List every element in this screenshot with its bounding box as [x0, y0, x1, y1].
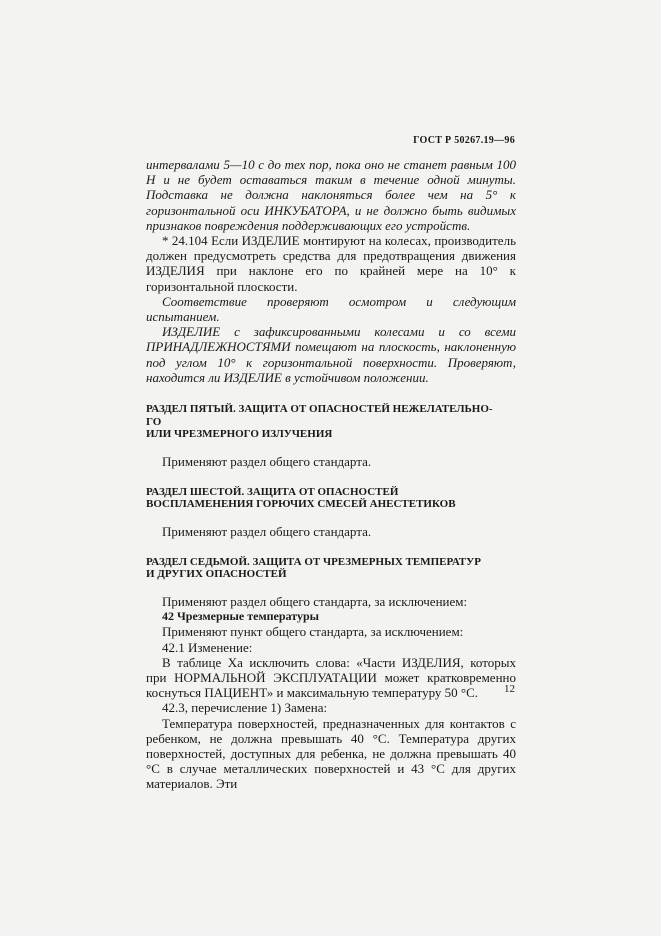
- paragraph-continuation: интервалами 5—10 с до тех пор, пока оно не станет равным 100 Н и не будет оставаться таким в течение одной минуты. Подставка не должна наклоняться более чем на 5° к горизонтальной оси ИНКУБАТОРА, и не должно быть видимых признаков повреждения поддерживающих его устройств.: [146, 157, 516, 233]
- section-7-title-line2: И ДРУГИХ ОПАСНОСТЕЙ: [146, 568, 287, 581]
- clause-42-1-text: В таблице Ха исключить слова: «Части ИЗДЕЛИЯ, которых при НОРМАЛЬНОЙ ЭКСПЛУАТАЦИИ может кратковременно коснуться ПАЦИЕНТ» и максимальную температуру 50 °С.: [146, 654, 516, 701]
- clause-42-3-text: Температура поверхностей, предназначенных для контактов с ребенком, не должна превышать 40 °С. Температура других поверхностей, доступных для ребенка, не должна превышать 40 °С в случае металлических поверхностей и 43 °С для других материалов. Эти: [146, 715, 516, 792]
- section-7-heading: [146, 556, 516, 581]
- clause-42-3: 42.3, перечисление 1) Замена:: [162, 700, 328, 716]
- section-5-title-line3: ИЛИ ЧРЕЗМЕРНОГО ИЗЛУЧЕНИЯ: [146, 428, 333, 441]
- document-body: [146, 157, 516, 792]
- paragraph-test-procedure: ИЗДЕЛИЕ с зафиксированными колесами и со всеми ПРИНАДЛЕЖНОСТЯМИ помещают на плоскость, наклоненную под углом 10° к горизонтальной поверхности. Проверяют, находится ли ИЗДЕЛИЕ в устойчивом положении.: [146, 324, 516, 385]
- section-5-heading: [146, 403, 516, 441]
- section-6-text: Применяют раздел общего стандарта.: [162, 523, 372, 539]
- clause-42-title: 42 Чрезмерные температуры: [162, 609, 320, 624]
- section-5-text: Применяют раздел общего стандарта.: [162, 453, 372, 469]
- section-5-title-line1: РАЗДЕЛ ПЯТЫЙ. ЗАЩИТА ОТ ОПАСНОСТЕЙ НЕЖЕЛАТЕЛЬНО-: [146, 403, 493, 416]
- clause-42-1: 42.1 Изменение:: [162, 639, 253, 655]
- standard-header: ГОСТ Р 50267.19—96: [413, 135, 515, 146]
- paragraph-compliance-check: Соответствие проверяют осмотром и следующим испытанием.: [146, 293, 516, 325]
- section-6-title-line2: ВОСПЛАМЕНЕНИЯ ГОРЮЧИХ СМЕСЕЙ АНЕСТЕТИКОВ: [146, 498, 456, 511]
- page-number: 12: [504, 683, 515, 695]
- section-5-title-line2: ГО: [146, 415, 162, 428]
- clause-42-text: Применяют пункт общего стандарта, за исключением:: [162, 624, 464, 640]
- paragraph-24-104: * 24.104 Если ИЗДЕЛИЕ монтируют на колесах, производитель должен предусмотреть средства для предотвращения движения ИЗДЕЛИЯ при наклоне его по крайней мере на 10° к горизонтальной плоскости.: [146, 233, 516, 294]
- section-6-title-line1: РАЗДЕЛ ШЕСТОЙ. ЗАЩИТА ОТ ОПАСНОСТЕЙ: [146, 485, 399, 498]
- section-7-text: Применяют раздел общего стандарта, за исключением:: [162, 593, 468, 609]
- section-7-title-line1: РАЗДЕЛ СЕДЬМОЙ. ЗАЩИТА ОТ ЧРЕЗМЕРНЫХ ТЕМПЕРАТУР: [146, 555, 481, 568]
- section-6-heading: [146, 486, 516, 511]
